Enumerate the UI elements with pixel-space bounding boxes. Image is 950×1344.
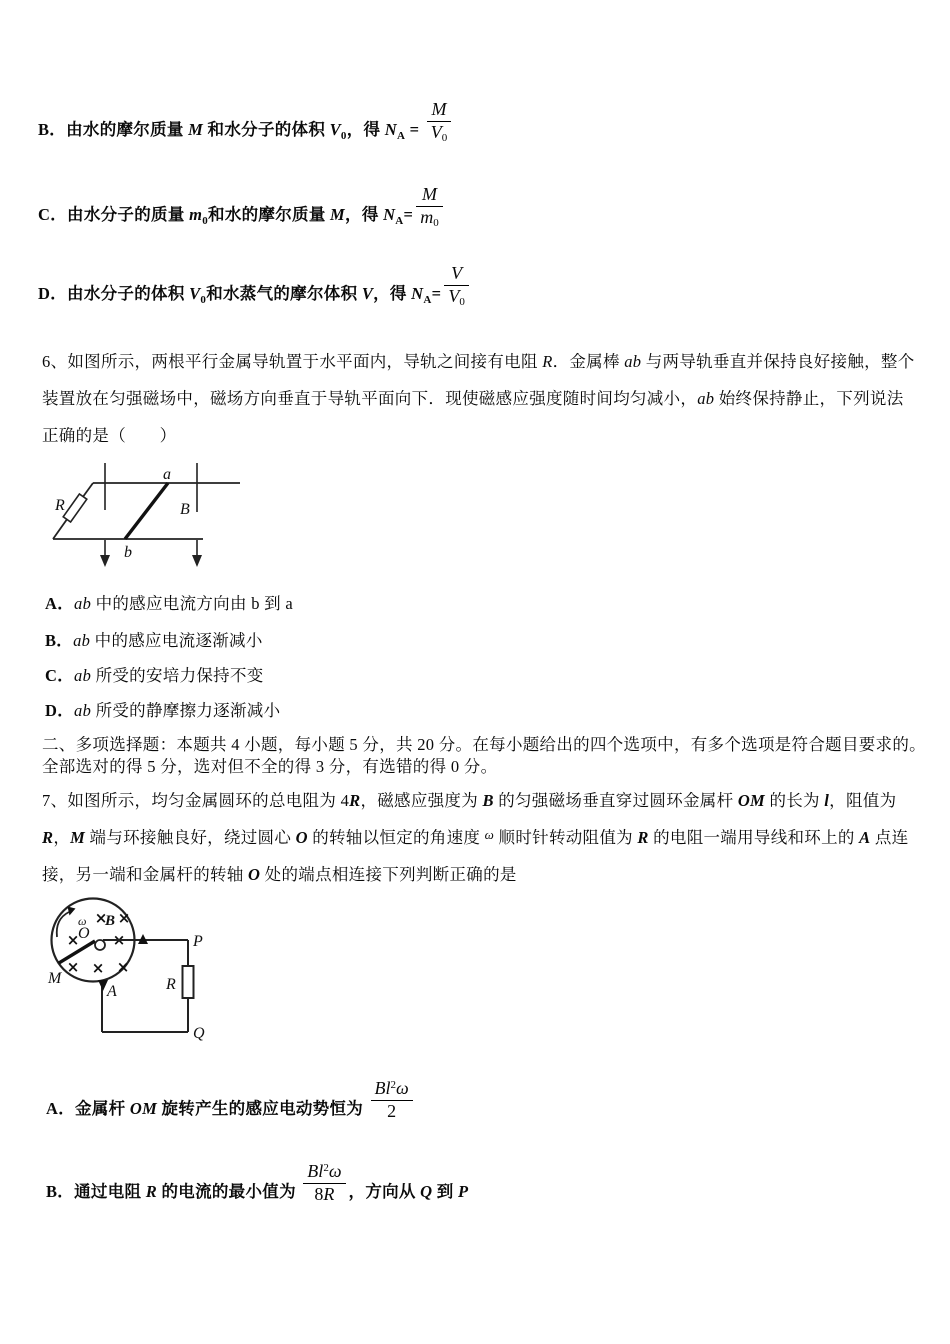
text-run: ab [74,666,92,685]
resistor-label: R [55,497,65,514]
text-run: 0 [202,215,209,228]
text-run: ab [74,594,92,613]
text-run: 0 [459,295,465,308]
text-run: 0 [340,130,347,143]
text-run: ab [624,352,642,371]
text-run: = [405,120,424,140]
text-run: 和水蒸气的摩尔体积 [206,284,362,304]
text-run: N [383,205,396,225]
text-run: M [330,205,346,225]
q5-option-d-line [38,263,472,317]
resistor-r-label: R [166,976,176,993]
text-run: 和水的摩尔质量 [208,205,331,225]
text-run: 2 [323,1162,329,1174]
text-run: 所受的安培力保持不变 [91,666,264,685]
text-run: 到 [432,1182,459,1202]
q6-stem-line-2 [42,387,904,410]
text-run: O [248,865,261,884]
text-run: V [430,121,442,142]
text-run: 接，另一端和金属杆的转轴 [42,865,249,884]
text-run: V [189,284,201,304]
text-run: B [307,1161,319,1181]
text-run: R [542,352,553,371]
text-run: A [395,215,404,228]
text-run: 2 [387,1100,397,1121]
q6-option-c-line [45,664,264,687]
text-run: 的匀强磁场垂直穿过圆环金属杆 [493,791,738,810]
text-run: B． [45,631,74,650]
omega-label: ω [78,914,87,928]
fraction [416,185,443,228]
text-run: C． [38,205,68,225]
fraction [303,1162,345,1205]
field-cross-icon: × [116,958,130,976]
fraction [371,1079,413,1122]
fraction-denominator [444,285,469,307]
text-run: 正确的是（ ） [42,426,177,445]
text-run: B． [38,120,67,140]
q7-stem-line-2 [42,826,908,850]
corner-q-label: Q [193,1025,205,1042]
text-run: V [329,120,341,140]
text-run: R [349,791,361,810]
text-run: ab [697,389,715,408]
text-run: A． [45,594,75,613]
fraction-denominator [416,206,443,228]
text-run: 的长为 [765,791,825,810]
field-b-label: B [105,913,116,929]
text-run: ，得 [346,120,385,140]
text-run: 所受的静摩擦力逐渐减小 [91,701,281,720]
q6-stem-line-3 [42,424,176,447]
text-run: 旋转产生的感应电动势恒为 [157,1099,368,1119]
text-run: 中的感应电流方向由 b 到 a [91,594,294,613]
field-cross-icon: × [66,958,80,976]
text-run: M [188,120,204,140]
text-run: 7、如图所示，均匀金属圆环的总电阻为 4 [42,791,350,810]
left-edge-lower [53,519,67,539]
text-run: 由水分子的体积 [67,284,190,304]
text-run: B [482,791,494,810]
field-arrowhead-right [192,555,202,567]
text-run: 处的端点相连接下列判断正确的是 [260,865,517,884]
text-run: 的电阻一端用导线和环上的 [648,828,860,847]
fraction-numerator [427,100,452,121]
text-run: 金属杆 [75,1099,130,1119]
field-cross-icon: × [66,931,80,949]
text-run: l [318,1161,324,1181]
text-run: l [385,1078,391,1098]
text-run: ab [74,701,92,720]
text-run: 的转轴以恒定的角速度 [307,828,485,847]
text-run: 全部选对的得 5 分，选对但不全的得 3 分，有选错的得 0 分。 [42,757,498,776]
text-run: V [361,284,374,304]
fraction [427,100,452,143]
fraction-numerator [303,1162,345,1183]
text-run: Q [420,1182,433,1202]
text-run: R [323,1183,335,1204]
text-run: A． [46,1099,76,1119]
text-run: ，方向从 [348,1182,421,1202]
text-run: 6、如图所示，两根平行金属导轨置于水平面内，导轨之间接有电阻 [42,352,543,371]
text-run: P [458,1182,469,1202]
fraction-numerator [371,1079,413,1100]
q7-stem-line-3 [42,863,517,886]
field-arrowhead-left [100,555,110,567]
field-cross-icon: × [91,959,105,977]
field-cross-icon: × [112,931,126,949]
rod-end-m-label: M [48,970,62,987]
text-run: V [448,285,460,306]
fraction-denominator [371,1100,413,1122]
text-run: A [859,828,871,847]
text-run: 二、多项选择题：本题共 4 小题，每小题 5 分，共 20 分。在每小题给出的四个选项中，有多个选项是符合题目要求的。 [42,735,926,754]
q5-option-b-line [38,99,454,153]
text-run: m [189,205,203,225]
rotation-arrowhead [68,907,76,916]
text-run: V [451,263,463,283]
text-run: M [431,99,447,119]
text-run: N [384,120,397,140]
axle-curl [95,940,105,950]
q6-stem-line-1 [42,350,915,373]
q6-option-a-line [45,592,293,615]
text-run: D． [38,284,68,304]
text-run: R [637,828,649,847]
text-run: 通过电阻 [74,1182,146,1202]
text-run: ．金属棒 [552,352,625,371]
q7-option-b-line [46,1161,469,1215]
fraction-numerator [416,185,443,206]
text-run: = [431,284,442,304]
bar-end-a-label: a [163,466,171,483]
text-run: M [421,184,437,204]
text-run: 0 [200,294,207,307]
text-run: N [411,284,424,304]
text-run: R [145,1182,158,1202]
q7-ring-circuit-diagram [45,892,210,1044]
q7-stem-line-1 [42,789,896,812]
text-run: ω [328,1161,342,1181]
text-run: M [70,828,86,847]
text-run: 端与环接触良好，绕过圆心 [85,828,296,847]
text-run: 始终保持静止，下列说法 [714,389,904,408]
field-cross-icon: × [94,909,108,927]
text-run: 的电流的最小值为 [157,1182,301,1202]
text-run: B [374,1078,386,1098]
q5-option-c-line [38,184,446,238]
text-run: R [42,828,54,847]
q6-option-b-line [45,629,263,652]
fraction-numerator [444,264,469,285]
text-run: C． [45,666,75,685]
field-b-label: B [180,501,190,518]
text-run: 装置放在匀强磁场中，磁场方向垂直于导轨平面向下．现使磁感应强度随时间均匀减小， [42,389,698,408]
text-run: 2 [390,1079,397,1091]
text-run: ω [484,827,495,842]
text-run: OM [737,791,766,810]
bar-ab [125,483,168,539]
q7-option-a-line [46,1078,416,1132]
text-run: ，得 [345,205,384,225]
text-run: 0 [441,131,448,144]
text-run: O [295,828,308,847]
text-run: OM [129,1099,158,1119]
left-edge-upper [83,483,93,497]
resistor-symbol [183,966,194,998]
field-cross-icon: × [117,909,131,927]
ring-point-a-label: A [107,983,117,1000]
text-run: A [396,130,406,143]
section2-header-line-2 [42,755,497,778]
text-run: 8 [314,1183,324,1204]
text-run: l [824,791,830,810]
text-run: ，阻值为 [829,791,897,810]
resistor-symbol [63,494,87,522]
text-run: 由水分子的质量 [67,205,190,225]
text-run: 点连 [870,828,909,847]
text-run: ， [53,828,71,847]
q6-rail-circuit-diagram [45,458,250,573]
corner-p-label: P [193,933,203,950]
text-run: D． [45,701,75,720]
q6-option-d-line [45,699,280,722]
text-run: 中的感应电流逐渐减小 [90,631,263,650]
text-run: 与两导轨垂直并保持良好接触，整个 [641,352,915,371]
text-run: ，磁感应强度为 [360,791,483,810]
text-run: ab [73,631,91,650]
text-run: 和水分子的体积 [203,120,330,140]
bar-end-b-label: b [124,544,132,561]
text-run: ，得 [373,284,412,304]
section2-header-line-1 [42,733,926,756]
text-run: 顺时针转动阻值为 [494,828,638,847]
text-run: m [420,206,434,227]
text-run: 由水的摩尔质量 [66,120,189,140]
fraction-denominator [427,121,452,143]
fraction-denominator [303,1183,345,1205]
text-run: 0 [433,216,439,229]
fraction [444,264,469,307]
text-run: = [403,205,414,225]
text-run: ω [396,1078,409,1098]
text-run: B． [46,1182,75,1202]
text-run: A [423,294,432,307]
center-o-label: O [78,925,90,942]
